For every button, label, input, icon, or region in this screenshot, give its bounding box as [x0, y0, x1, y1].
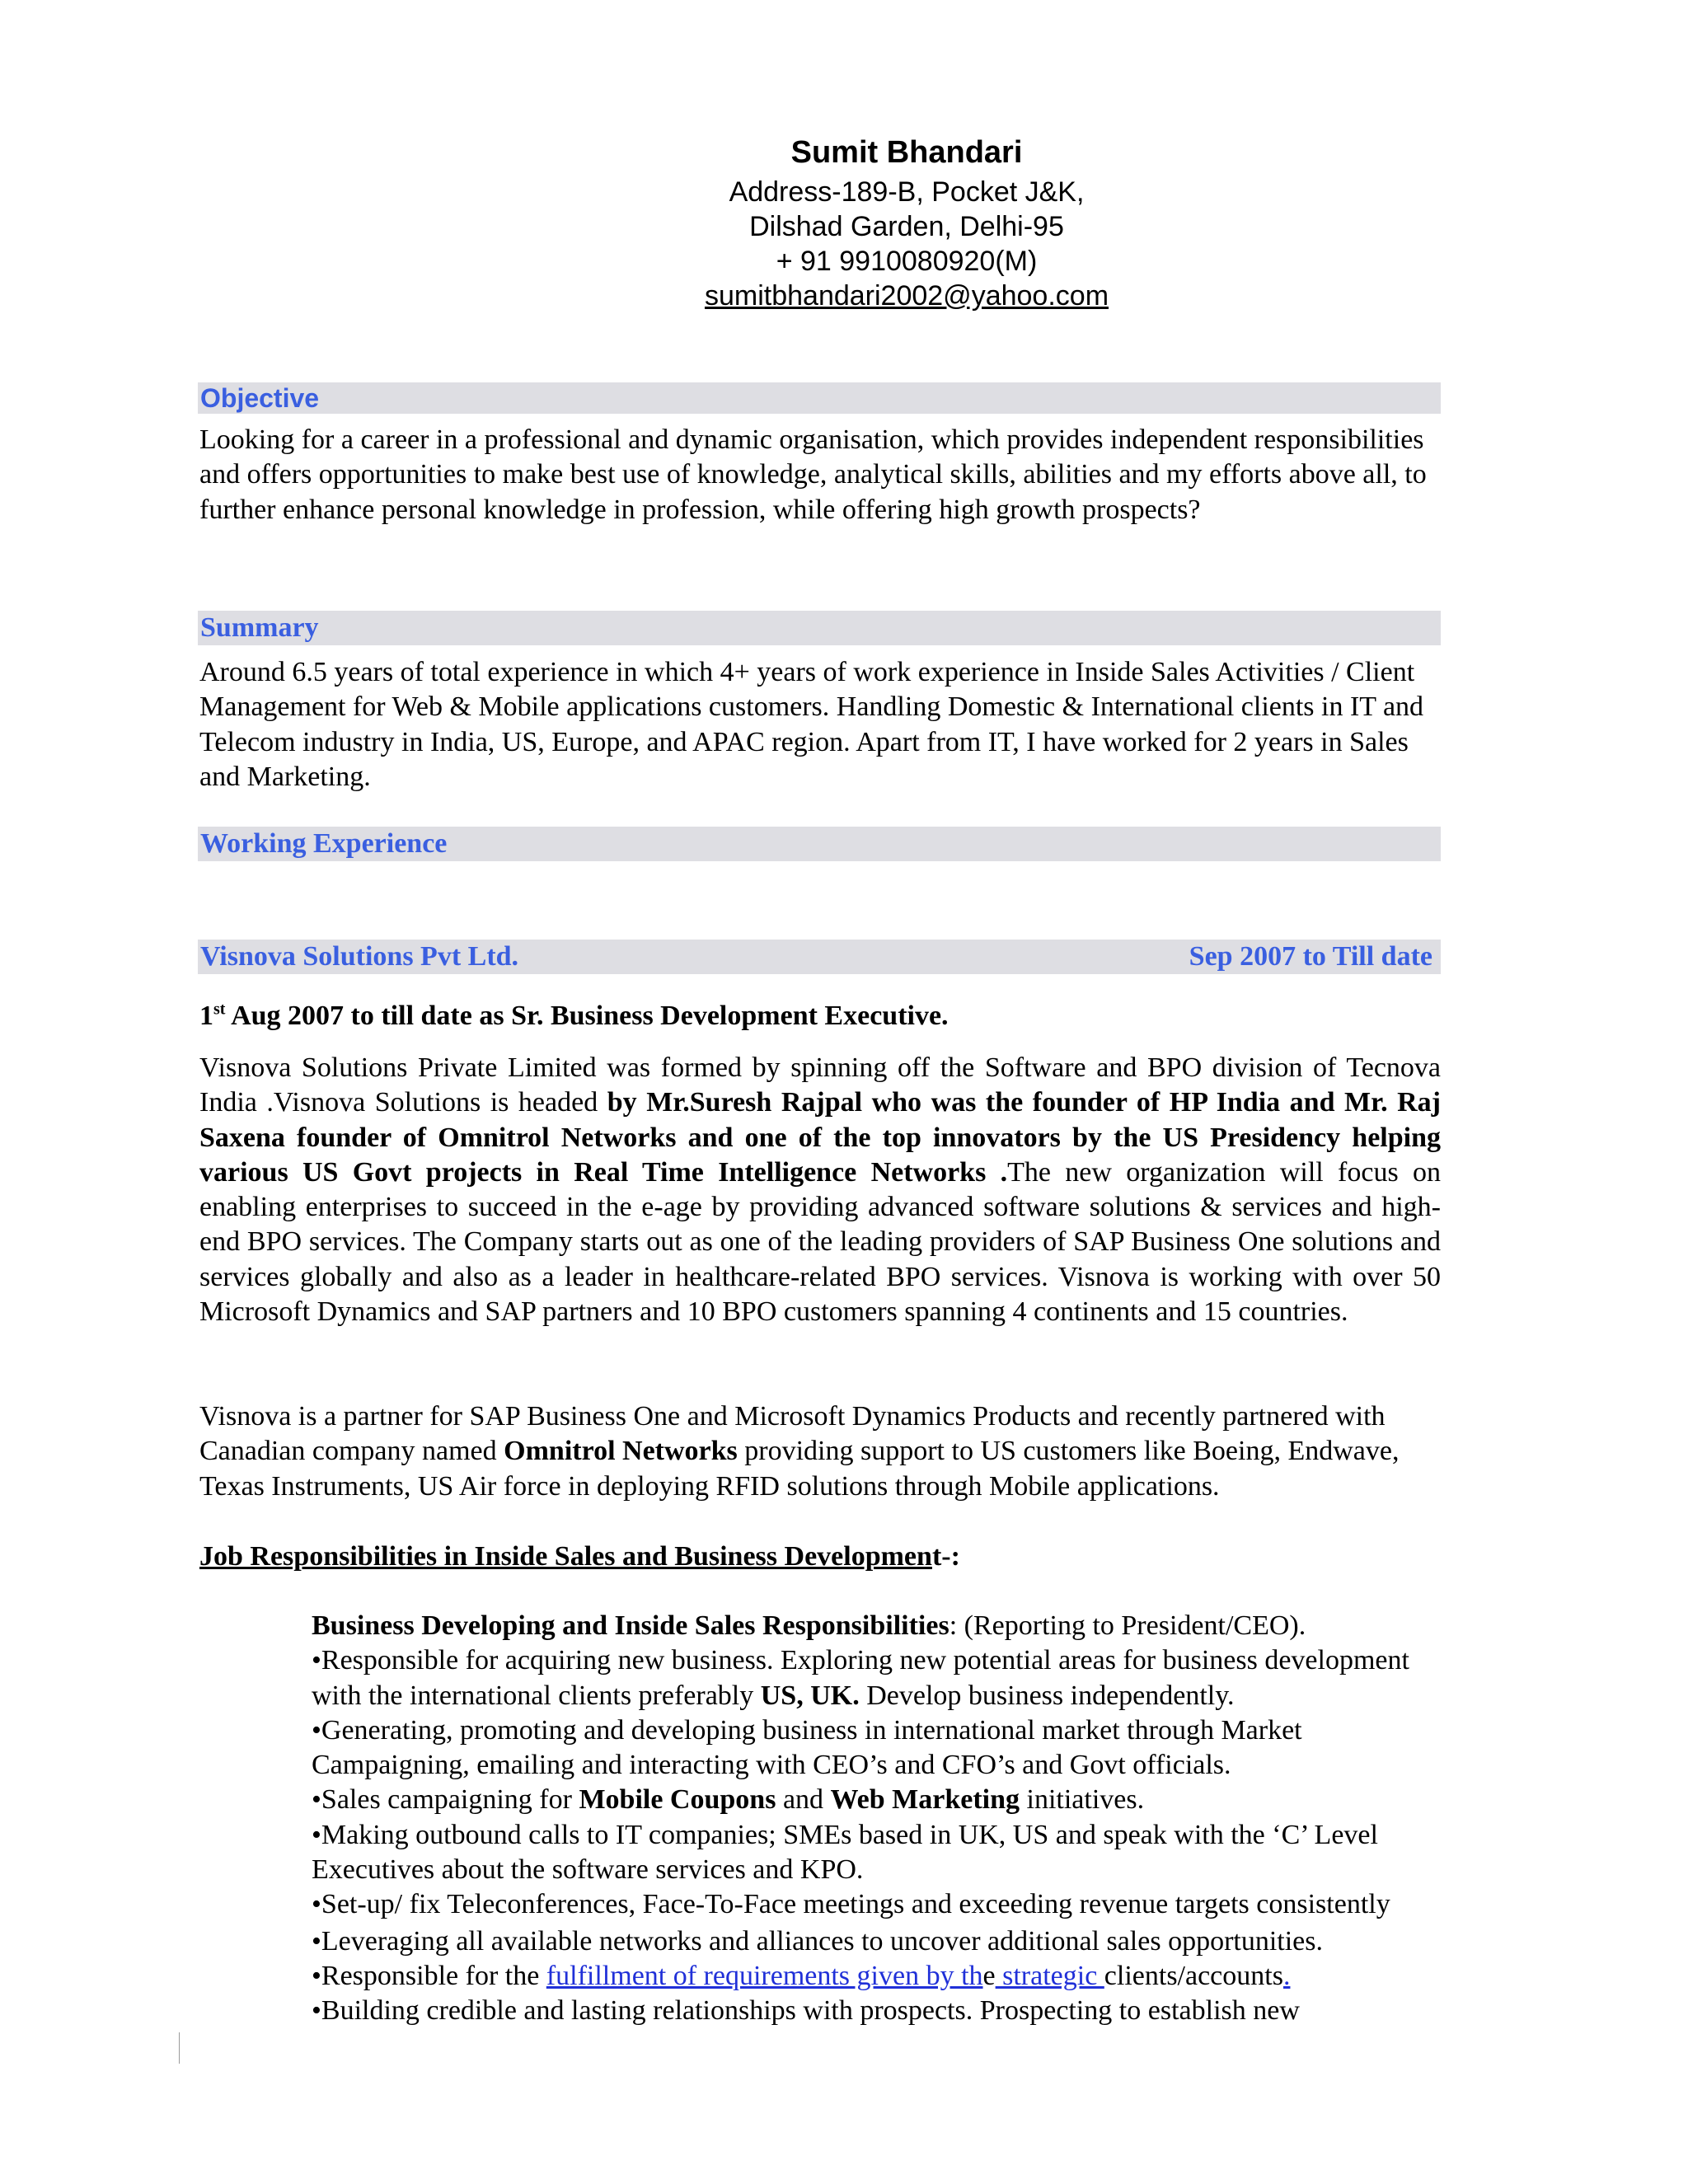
bullet-icon: • [312, 1889, 321, 1920]
list-item-text: Develop business independently. [859, 1680, 1235, 1711]
strategic-link[interactable]: strategic [995, 1960, 1104, 1991]
role-text: Aug 2007 to till date as Sr. Business Development Executive. [225, 1001, 949, 1031]
list-item-text: initiatives. [1020, 1784, 1145, 1816]
role-day: 1 [199, 1001, 213, 1031]
list-item-text: Leveraging all available networks and alliances to uncover additional sales opportunities. [321, 1925, 1324, 1957]
objective-paragraph: Looking for a career in a professional and dynamic organisation, which provides independent responsibilities and offers opportunities to make best use of knowledge, analytical skills, abilities and my efforts above all, to further enhance personal knowledge in profession, while offering high growth prospects? [199, 424, 1427, 525]
responsibilities-intro-rest: : (Reporting to President/CEO). [949, 1610, 1306, 1641]
responsibilities-list [312, 1609, 1441, 2029]
list-item-text: Set-up/ fix Teleconferences, Face-To-Face meetings and exceeding revenue targets consistently [321, 1889, 1390, 1920]
company-paragraph-2-a: Visnova is a partner for SAP Business One and Microsoft Dynamics Products and recently partnered with Canadian company named [199, 1401, 1386, 1467]
list-item [312, 1887, 1441, 1922]
list-item-text: Making outbound calls to IT companies; SMEs based in UK, US and speak with the ‘C’ Level Executives about the software services and KPO. [312, 1819, 1378, 1886]
list-item [312, 1713, 1441, 1783]
list-item [312, 1994, 1441, 2028]
bullet-icon: • [312, 1819, 321, 1850]
list-item-text: and [776, 1784, 831, 1816]
objective-heading-bar [198, 382, 1441, 414]
summary-heading-bar [198, 611, 1441, 645]
bullet-icon: • [312, 1960, 321, 1991]
company-paragraph-2-c: providing support to US customers like Boeing, Endwave, Texas Instruments, US Air force in deploying RFID solutions through Mobile applications. [199, 1436, 1400, 1502]
list-item-text: Generating, promoting and developing business in international market through Market Campaigning, emailing and interacting with CEO’s and CFO’s and Govt officials. [312, 1714, 1302, 1781]
list-item-text: Sales campaigning for [321, 1784, 579, 1816]
experience-heading: Working Experience [200, 828, 448, 859]
list-item [312, 1818, 1441, 1888]
list-item-text: e [982, 1960, 996, 1991]
list-item [312, 1643, 1441, 1713]
company-paragraph-1-a: Visnova Solutions Private Limited was formed by spinning off the Software and BPO division of Tecnova India .Visnova Solutions is headed [199, 1052, 1441, 1118]
responsibilities-intro-bold: Business Developing and Inside Sales Responsibilities [312, 1610, 950, 1641]
company-paragraph-2 [199, 1399, 1441, 1504]
company-paragraph-1 [199, 1051, 1441, 1329]
list-item-text: Building credible and lasting relationships with prospects. Prospecting to establish new [321, 1995, 1300, 2027]
margin-change-bar [179, 2032, 180, 2064]
responsibilities-intro [312, 1609, 1441, 1643]
address-line-2: Dilshad Garden, Delhi-95 [749, 211, 1064, 242]
email-link[interactable]: sumitbhandari2002@yahoo.com [704, 280, 1109, 312]
bullet-icon: • [312, 1925, 321, 1957]
company-paragraph-2-bold: Omnitrol Networks [504, 1436, 738, 1467]
objective-heading: Objective [200, 383, 320, 413]
requirements-link[interactable]: fulfillment of requirements given by th [546, 1960, 983, 1991]
list-item-bold: Web Marketing [830, 1784, 1020, 1816]
phone-number: + 91 9910080920(M) [776, 246, 1038, 277]
company-description [199, 1051, 1441, 1329]
company-paragraph-1-c: The new organization will focus on enabling enterprises to succeed in the e-age by providing advanced software solutions & services and high-end BPO services. The Company starts out as one of the leading providers of SAP Business One solutions and services globally and also as a leader in healthcare-related BPO services. Visnova is working with over 50 Microsoft Dynamics and SAP partners and 10 BPO customers spanning 4 continents and 15 countries. [199, 1156, 1441, 1328]
list-item [312, 1783, 1441, 1817]
accounts-link[interactable]: . [1282, 1960, 1291, 1991]
address-line-1: Address-189-B, Pocket J&K, [729, 176, 1085, 208]
list-item-text: Responsible for acquiring new business. Exploring new potential areas for business development with the international clients preferably [312, 1645, 1409, 1711]
role-day-suffix: st [213, 1000, 226, 1019]
company-paragraph-1-bold: by Mr.Suresh Rajpal who was the founder of HP India and Mr. Raj Saxena founder of Omnitrol Networks and one of the top innovators by the US Presidency helping various US Govt projects in Real Time Intelligence Networks . [199, 1087, 1441, 1188]
company-partner-text [199, 1399, 1441, 1504]
bullet-icon: • [312, 1714, 321, 1746]
list-item-text: Responsible for the [321, 1960, 546, 1991]
list-item [312, 1959, 1441, 1994]
bullet-icon: • [312, 1995, 321, 2027]
candidate-name: Sumit Bhandari [790, 135, 1023, 170]
role-title [199, 999, 949, 1033]
summary-heading: Summary [200, 612, 319, 643]
responsibilities-heading-tail: t-: [931, 1541, 960, 1572]
list-item-bold: US, UK. [760, 1680, 860, 1711]
bullet-icon: • [312, 1645, 321, 1676]
responsibilities-heading-underlined: Job Responsibilities in Inside Sales and Business Developmen [199, 1541, 932, 1572]
company-name: Visnova Solutions Pvt Ltd. [200, 941, 519, 972]
company-dates: Sep 2007 to Till date [1189, 941, 1432, 972]
list-item-text: clients/accounts [1104, 1960, 1283, 1991]
bullet-icon: • [312, 1784, 321, 1816]
summary-paragraph: Around 6.5 years of total experience in which 4+ years of work experience in Inside Sales Activities / Client Management for Web & Mobile applications customers. Handling Domestic & International clients in IT and Telecom industry in India, US, Europe, and APAC region. Apart from IT, I have worked for 2 years in Sales and Marketing. [199, 657, 1424, 792]
responsibilities-heading [199, 1540, 960, 1574]
summary-text [199, 655, 1441, 794]
objective-text [199, 423, 1441, 527]
list-item [312, 1924, 1441, 1959]
list-item-bold: Mobile Coupons [579, 1784, 776, 1816]
